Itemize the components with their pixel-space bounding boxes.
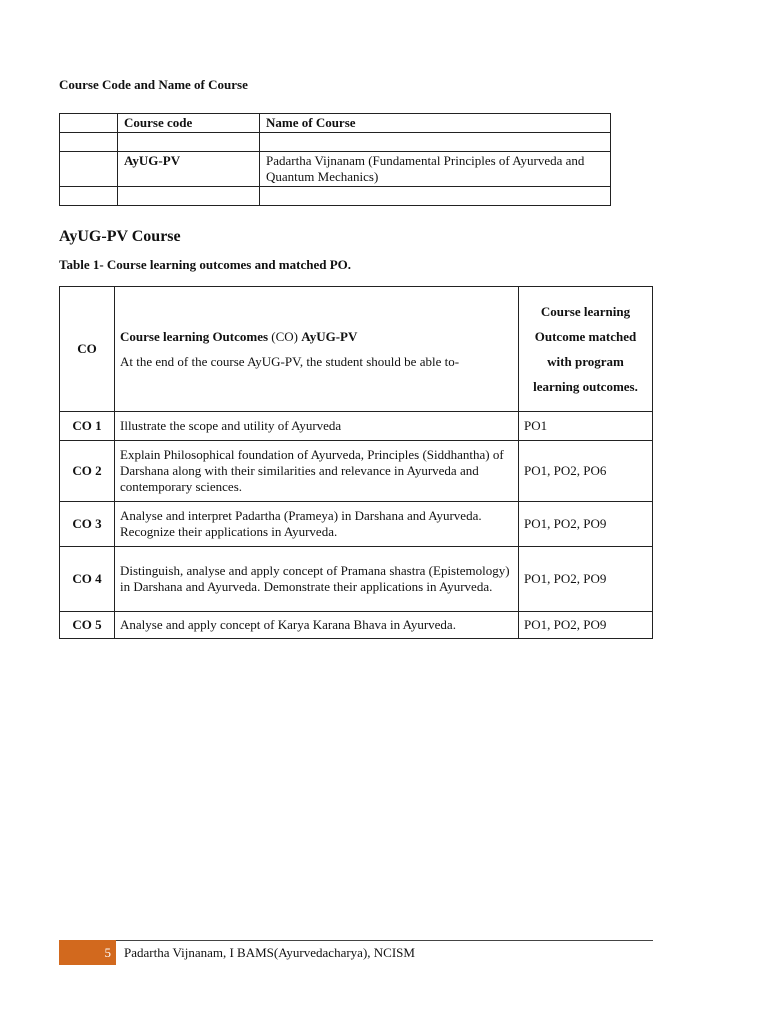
footer-text: Padartha Vijnanam, I BAMS(Ayurvedacharya), NCISM bbox=[124, 945, 415, 960]
header-outcomes-subtitle: At the end of the course AyUG-PV, the student should be able to- bbox=[120, 354, 460, 369]
table-caption: Table 1- Course learning outcomes and matched PO. bbox=[59, 257, 352, 272]
table-row bbox=[60, 187, 611, 206]
table-cell bbox=[60, 133, 118, 152]
table-cell bbox=[60, 152, 118, 187]
course-code-value: AyUG-PV bbox=[118, 152, 260, 187]
co-label: CO 3 bbox=[60, 502, 115, 547]
footer-page-number: 5 bbox=[104, 945, 111, 960]
table-row bbox=[60, 547, 653, 612]
co-description: Explain Philosophical foundation of Ayurveda, Principles (Siddhantha) of Darshana along with their similarities and relevance in Ayurveda and contemporary sciences. bbox=[115, 441, 519, 502]
table-cell bbox=[260, 187, 611, 206]
po-mapping: PO1, PO2, PO9 bbox=[519, 612, 653, 639]
po-mapping: PO1, PO2, PO9 bbox=[519, 502, 653, 547]
section-heading-course: Course Code and Name of Course bbox=[59, 77, 248, 92]
co-description: Illustrate the scope and utility of Ayurveda bbox=[115, 412, 519, 441]
co-label: CO 2 bbox=[60, 441, 115, 502]
header-po: Course learning Outcome matched with program learning outcomes. bbox=[519, 287, 653, 412]
table-cell bbox=[260, 133, 611, 152]
course-code-table bbox=[59, 113, 611, 206]
header-title-suffix: AyUG-PV bbox=[301, 329, 358, 344]
footer-divider bbox=[59, 940, 653, 941]
po-mapping: PO1, PO2, PO6 bbox=[519, 441, 653, 502]
header-outcomes bbox=[115, 287, 519, 412]
table-cell bbox=[118, 133, 260, 152]
header-co: CO bbox=[60, 287, 115, 412]
table-row bbox=[60, 133, 611, 152]
course-name-value: Padartha Vijnanam (Fundamental Principles of Ayurveda and Quantum Mechanics) bbox=[260, 152, 611, 187]
co-label: CO 4 bbox=[60, 547, 115, 612]
co-label: CO 1 bbox=[60, 412, 115, 441]
co-description: Analyse and interpret Padartha (Prameya) in Darshana and Ayurveda. Recognize their applications in Ayurveda. bbox=[115, 502, 519, 547]
table-header-row bbox=[60, 287, 653, 412]
header-outcomes-title bbox=[120, 324, 513, 349]
header-title-mid: (CO) bbox=[268, 329, 302, 344]
po-mapping: PO1 bbox=[519, 412, 653, 441]
co-description: Analyse and apply concept of Karya Karana Bhava in Ayurveda. bbox=[115, 612, 519, 639]
po-mapping: PO1, PO2, PO9 bbox=[519, 547, 653, 612]
co-label: CO 5 bbox=[60, 612, 115, 639]
course-outcomes-table bbox=[59, 286, 653, 639]
table-row bbox=[60, 612, 653, 639]
header-title-prefix: Course learning Outcomes bbox=[120, 329, 269, 344]
table-row bbox=[60, 152, 611, 187]
header-course-code: Course code bbox=[118, 114, 260, 133]
table-row bbox=[60, 502, 653, 547]
co-description: Distinguish, analyse and apply concept of Pramana shastra (Epistemology) in Darshana and Ayurveda. Demonstrate their applications in Ayurveda. bbox=[115, 547, 519, 612]
table-row bbox=[60, 412, 653, 441]
table-row bbox=[60, 114, 611, 133]
table-row bbox=[60, 441, 653, 502]
section-heading-ayug: AyUG-PV Course bbox=[59, 228, 181, 245]
table-cell bbox=[60, 187, 118, 206]
table-cell bbox=[118, 187, 260, 206]
table-cell bbox=[60, 114, 118, 133]
header-course-name: Name of Course bbox=[260, 114, 611, 133]
